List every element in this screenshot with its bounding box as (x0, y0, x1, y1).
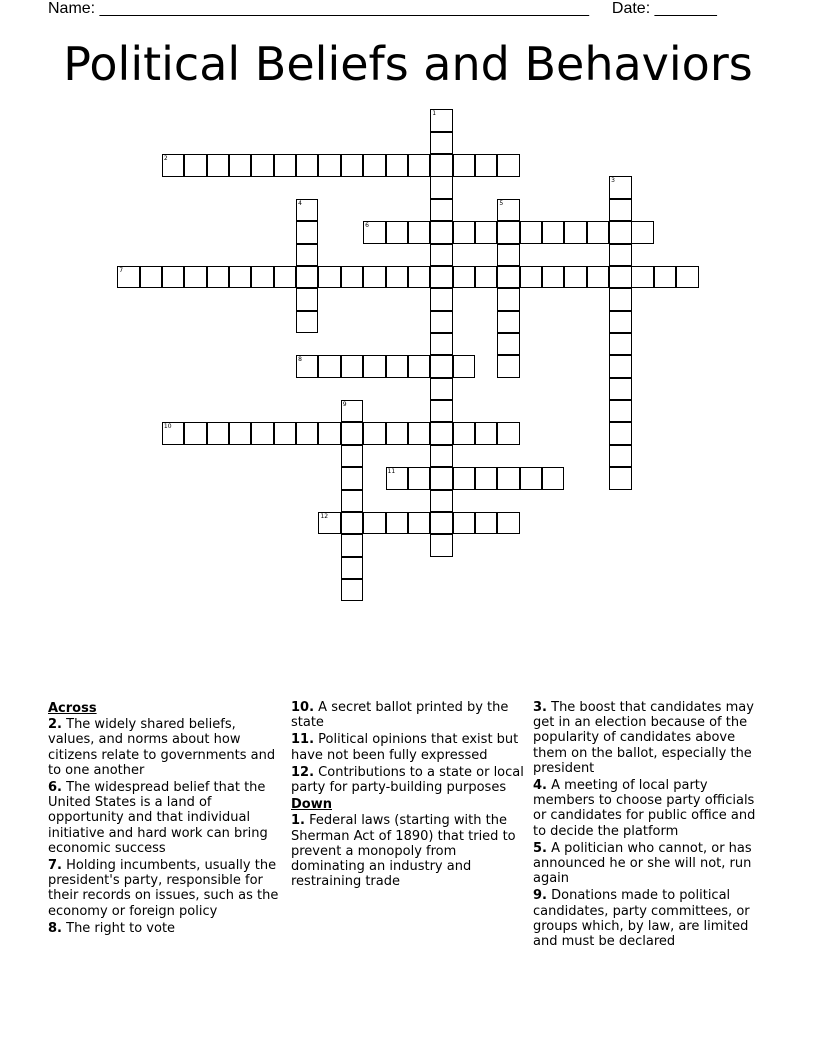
grid-cell[interactable] (408, 355, 430, 377)
grid-cell[interactable] (207, 266, 229, 288)
grid-cell[interactable] (296, 288, 318, 310)
grid-cell[interactable] (475, 512, 497, 534)
grid-cell[interactable] (542, 221, 564, 243)
grid-cell[interactable] (609, 221, 631, 243)
grid-cell[interactable] (430, 512, 452, 534)
grid-cell[interactable] (520, 221, 542, 243)
grid-cell[interactable] (497, 422, 519, 444)
grid-cell[interactable] (341, 266, 363, 288)
grid-cell[interactable] (318, 266, 340, 288)
grid-cell[interactable] (609, 244, 631, 266)
grid-cell[interactable] (363, 512, 385, 534)
grid-cell[interactable] (140, 266, 162, 288)
grid-cell[interactable] (497, 333, 519, 355)
grid-cell[interactable] (386, 221, 408, 243)
grid-cell[interactable] (408, 467, 430, 489)
grid-cell[interactable] (341, 400, 363, 422)
grid-cell[interactable] (587, 221, 609, 243)
grid-cell[interactable] (341, 445, 363, 467)
grid-cell[interactable] (386, 355, 408, 377)
grid-cell[interactable] (542, 467, 564, 489)
grid-cell[interactable] (184, 266, 206, 288)
grid-cell[interactable] (497, 512, 519, 534)
grid-cell[interactable] (408, 221, 430, 243)
grid-cell[interactable] (564, 221, 586, 243)
grid-cell[interactable] (587, 266, 609, 288)
grid-cell[interactable] (609, 176, 631, 198)
grid-cell[interactable] (609, 378, 631, 400)
grid-cell[interactable] (184, 154, 206, 176)
grid-cell[interactable] (631, 266, 653, 288)
cell-number: 2 (163, 155, 168, 163)
grid-cell[interactable] (497, 355, 519, 377)
grid-cell[interactable] (475, 422, 497, 444)
grid-cell[interactable] (386, 422, 408, 444)
grid-cell[interactable] (296, 244, 318, 266)
page-title: Political Beliefs and Behaviors (63, 37, 753, 91)
grid-cell[interactable] (318, 154, 340, 176)
grid-cell[interactable] (162, 266, 184, 288)
clue-down-4: 4. A meeting of local party members to choose party officials or candidates for public office and to decide the platform (533, 778, 756, 839)
grid-cell[interactable] (274, 266, 296, 288)
grid-cell[interactable] (475, 467, 497, 489)
clue-across-12: 12. Contributions to a state or local party for party-building purposes (291, 764, 524, 796)
name-label: Name: (48, 0, 96, 17)
grid-cell[interactable] (162, 154, 184, 176)
grid-cell[interactable] (430, 288, 452, 310)
cell-number: 7 (119, 266, 124, 274)
clue-across-8: 8. The right to vote (48, 920, 176, 936)
cell-number: 9 (342, 401, 347, 409)
grid-cell[interactable] (341, 467, 363, 489)
grid-cell[interactable] (296, 355, 318, 377)
grid-cell[interactable] (609, 288, 631, 310)
grid-cell[interactable] (497, 199, 519, 221)
grid-cell[interactable] (229, 422, 251, 444)
grid-cell[interactable] (274, 154, 296, 176)
grid-cell[interactable] (430, 132, 452, 154)
grid-cell[interactable] (341, 355, 363, 377)
grid-cell[interactable] (430, 445, 452, 467)
grid-cell[interactable] (117, 266, 139, 288)
grid-cell[interactable] (430, 266, 452, 288)
grid-cell[interactable] (341, 490, 363, 512)
grid-cell[interactable] (475, 221, 497, 243)
cell-number: 4 (298, 199, 302, 207)
grid-cell[interactable] (609, 422, 631, 444)
grid-cell[interactable] (453, 422, 475, 444)
clue-across-7: 7. Holding incumbents, usually the president's party, responsible for their records on issues, such as the economy or foreign policy (48, 858, 279, 919)
clue-across-10: 10. A secret ballot printed by the state (291, 700, 509, 731)
grid-cell[interactable] (430, 333, 452, 355)
grid-cell[interactable] (318, 512, 340, 534)
name-line[interactable]: _______________________________________________________ (99, 0, 589, 17)
grid-cell[interactable] (251, 266, 273, 288)
grid-cell[interactable] (453, 221, 475, 243)
grid-cell[interactable] (341, 154, 363, 176)
grid-cell[interactable] (430, 534, 452, 556)
grid-cell[interactable] (609, 199, 631, 221)
across-heading: Across (48, 701, 97, 716)
down-heading: Down (291, 797, 332, 813)
grid-cell[interactable] (184, 422, 206, 444)
grid-cell[interactable] (386, 467, 408, 489)
grid-cell[interactable] (162, 422, 184, 444)
grid-cell[interactable] (453, 467, 475, 489)
cell-number: 12 (320, 512, 329, 520)
clue-down-9: 9. Donations made to political candidates, party committees, or groups which, by law, are limited and must be declared (533, 888, 750, 950)
grid-cell[interactable] (363, 154, 385, 176)
clue-down-1: 1. Federal laws (starting with the Sherman Act of 1890) that tried to prevent a monopoly from dominating an industry and restraining trade (291, 813, 516, 890)
grid-cell[interactable] (520, 467, 542, 489)
grid-cell[interactable] (296, 221, 318, 243)
grid-cell[interactable] (497, 154, 519, 176)
grid-cell[interactable] (654, 266, 676, 288)
clues-column-3 (533, 700, 769, 951)
grid-cell[interactable] (318, 422, 340, 444)
clue-across-6: 6. The widespread belief that the United States is a land of opportunity and that individual initiative and hard work can bring economic success (48, 780, 268, 856)
grid-cell[interactable] (453, 512, 475, 534)
cell-number: 6 (365, 222, 369, 230)
grid-cell[interactable] (453, 266, 475, 288)
grid-cell[interactable] (341, 557, 363, 579)
cell-number: 5 (499, 199, 504, 207)
grid-cell[interactable] (318, 355, 340, 377)
grid-cell[interactable] (475, 266, 497, 288)
grid-cell[interactable] (296, 199, 318, 221)
grid-cell[interactable] (251, 422, 273, 444)
grid-cell[interactable] (363, 422, 385, 444)
grid-cell[interactable] (229, 266, 251, 288)
grid-cell[interactable] (497, 221, 519, 243)
grid-cell[interactable] (430, 378, 452, 400)
grid-cell[interactable] (430, 244, 452, 266)
grid-cell[interactable] (497, 266, 519, 288)
grid-cell[interactable] (497, 244, 519, 266)
grid-cell[interactable] (341, 512, 363, 534)
grid-cell[interactable] (386, 154, 408, 176)
grid-cell[interactable] (274, 422, 296, 444)
grid-cell[interactable] (363, 266, 385, 288)
grid-cell[interactable] (497, 467, 519, 489)
grid-cell[interactable] (542, 266, 564, 288)
grid-cell[interactable] (430, 311, 452, 333)
cell-number: 11 (387, 468, 396, 476)
grid-cell[interactable] (251, 154, 273, 176)
grid-cell[interactable] (430, 221, 452, 243)
grid-cell[interactable] (408, 154, 430, 176)
grid-cell[interactable] (408, 266, 430, 288)
grid-cell[interactable] (408, 422, 430, 444)
date-label: Date: (611, 0, 651, 17)
grid-cell[interactable] (430, 422, 452, 444)
grid-cell[interactable] (430, 400, 452, 422)
grid-cell[interactable] (430, 154, 452, 176)
grid-cell[interactable] (497, 288, 519, 310)
grid-cell[interactable] (386, 266, 408, 288)
grid-cell[interactable] (430, 176, 452, 198)
clue-down-3: 3. The boost that candidates may get in an election because of the popularity of candidates above them on the ballot, especially the president (533, 700, 754, 776)
cell-number: 3 (611, 177, 615, 185)
clues-column-1 (48, 700, 284, 938)
date-line[interactable]: _______ (654, 0, 717, 17)
grid-cell[interactable] (296, 311, 318, 333)
grid-cell[interactable] (296, 266, 318, 288)
grid-cell[interactable] (609, 311, 631, 333)
grid-cell[interactable] (430, 467, 452, 489)
grid-cell[interactable] (296, 154, 318, 176)
grid-cell[interactable] (341, 422, 363, 444)
cell-number: 8 (298, 356, 302, 364)
grid-cell[interactable] (453, 355, 475, 377)
grid-cell[interactable] (341, 534, 363, 556)
clue-down-5: 5. A politician who cannot, or has announced he or she will not, run again (533, 840, 752, 887)
grid-cell[interactable] (341, 579, 363, 601)
grid-cell[interactable] (609, 355, 631, 377)
cell-number: 1 (432, 110, 437, 118)
clues-column-2 (291, 700, 527, 891)
grid-cell[interactable] (609, 266, 631, 288)
clue-across-11: 11. Political opinions that exist but have not been fully expressed (291, 732, 519, 763)
grid-cell[interactable] (676, 266, 698, 288)
grid-cell[interactable] (363, 221, 385, 243)
grid-cell[interactable] (363, 355, 385, 377)
grid-cell[interactable] (631, 221, 653, 243)
grid-cell[interactable] (229, 154, 251, 176)
grid-cell[interactable] (430, 490, 452, 512)
grid-cell[interactable] (207, 422, 229, 444)
grid-cell[interactable] (609, 333, 631, 355)
cell-number: 10 (163, 423, 172, 431)
grid-cell[interactable] (609, 400, 631, 422)
grid-cell[interactable] (296, 422, 318, 444)
grid-cell[interactable] (430, 355, 452, 377)
grid-cell[interactable] (408, 512, 430, 534)
grid-cell[interactable] (430, 109, 452, 131)
grid-cell[interactable] (520, 266, 542, 288)
grid-cell[interactable] (497, 311, 519, 333)
grid-cell[interactable] (475, 154, 497, 176)
grid-cell[interactable] (453, 154, 475, 176)
grid-cell[interactable] (609, 445, 631, 467)
grid-cell[interactable] (609, 467, 631, 489)
grid-cell[interactable] (386, 512, 408, 534)
grid-cell[interactable] (207, 154, 229, 176)
clue-across-2: 2. The widely shared beliefs, values, and norms about how citizens relate to governments and to one another (48, 717, 276, 778)
grid-cell[interactable] (564, 266, 586, 288)
grid-cell[interactable] (430, 199, 452, 221)
